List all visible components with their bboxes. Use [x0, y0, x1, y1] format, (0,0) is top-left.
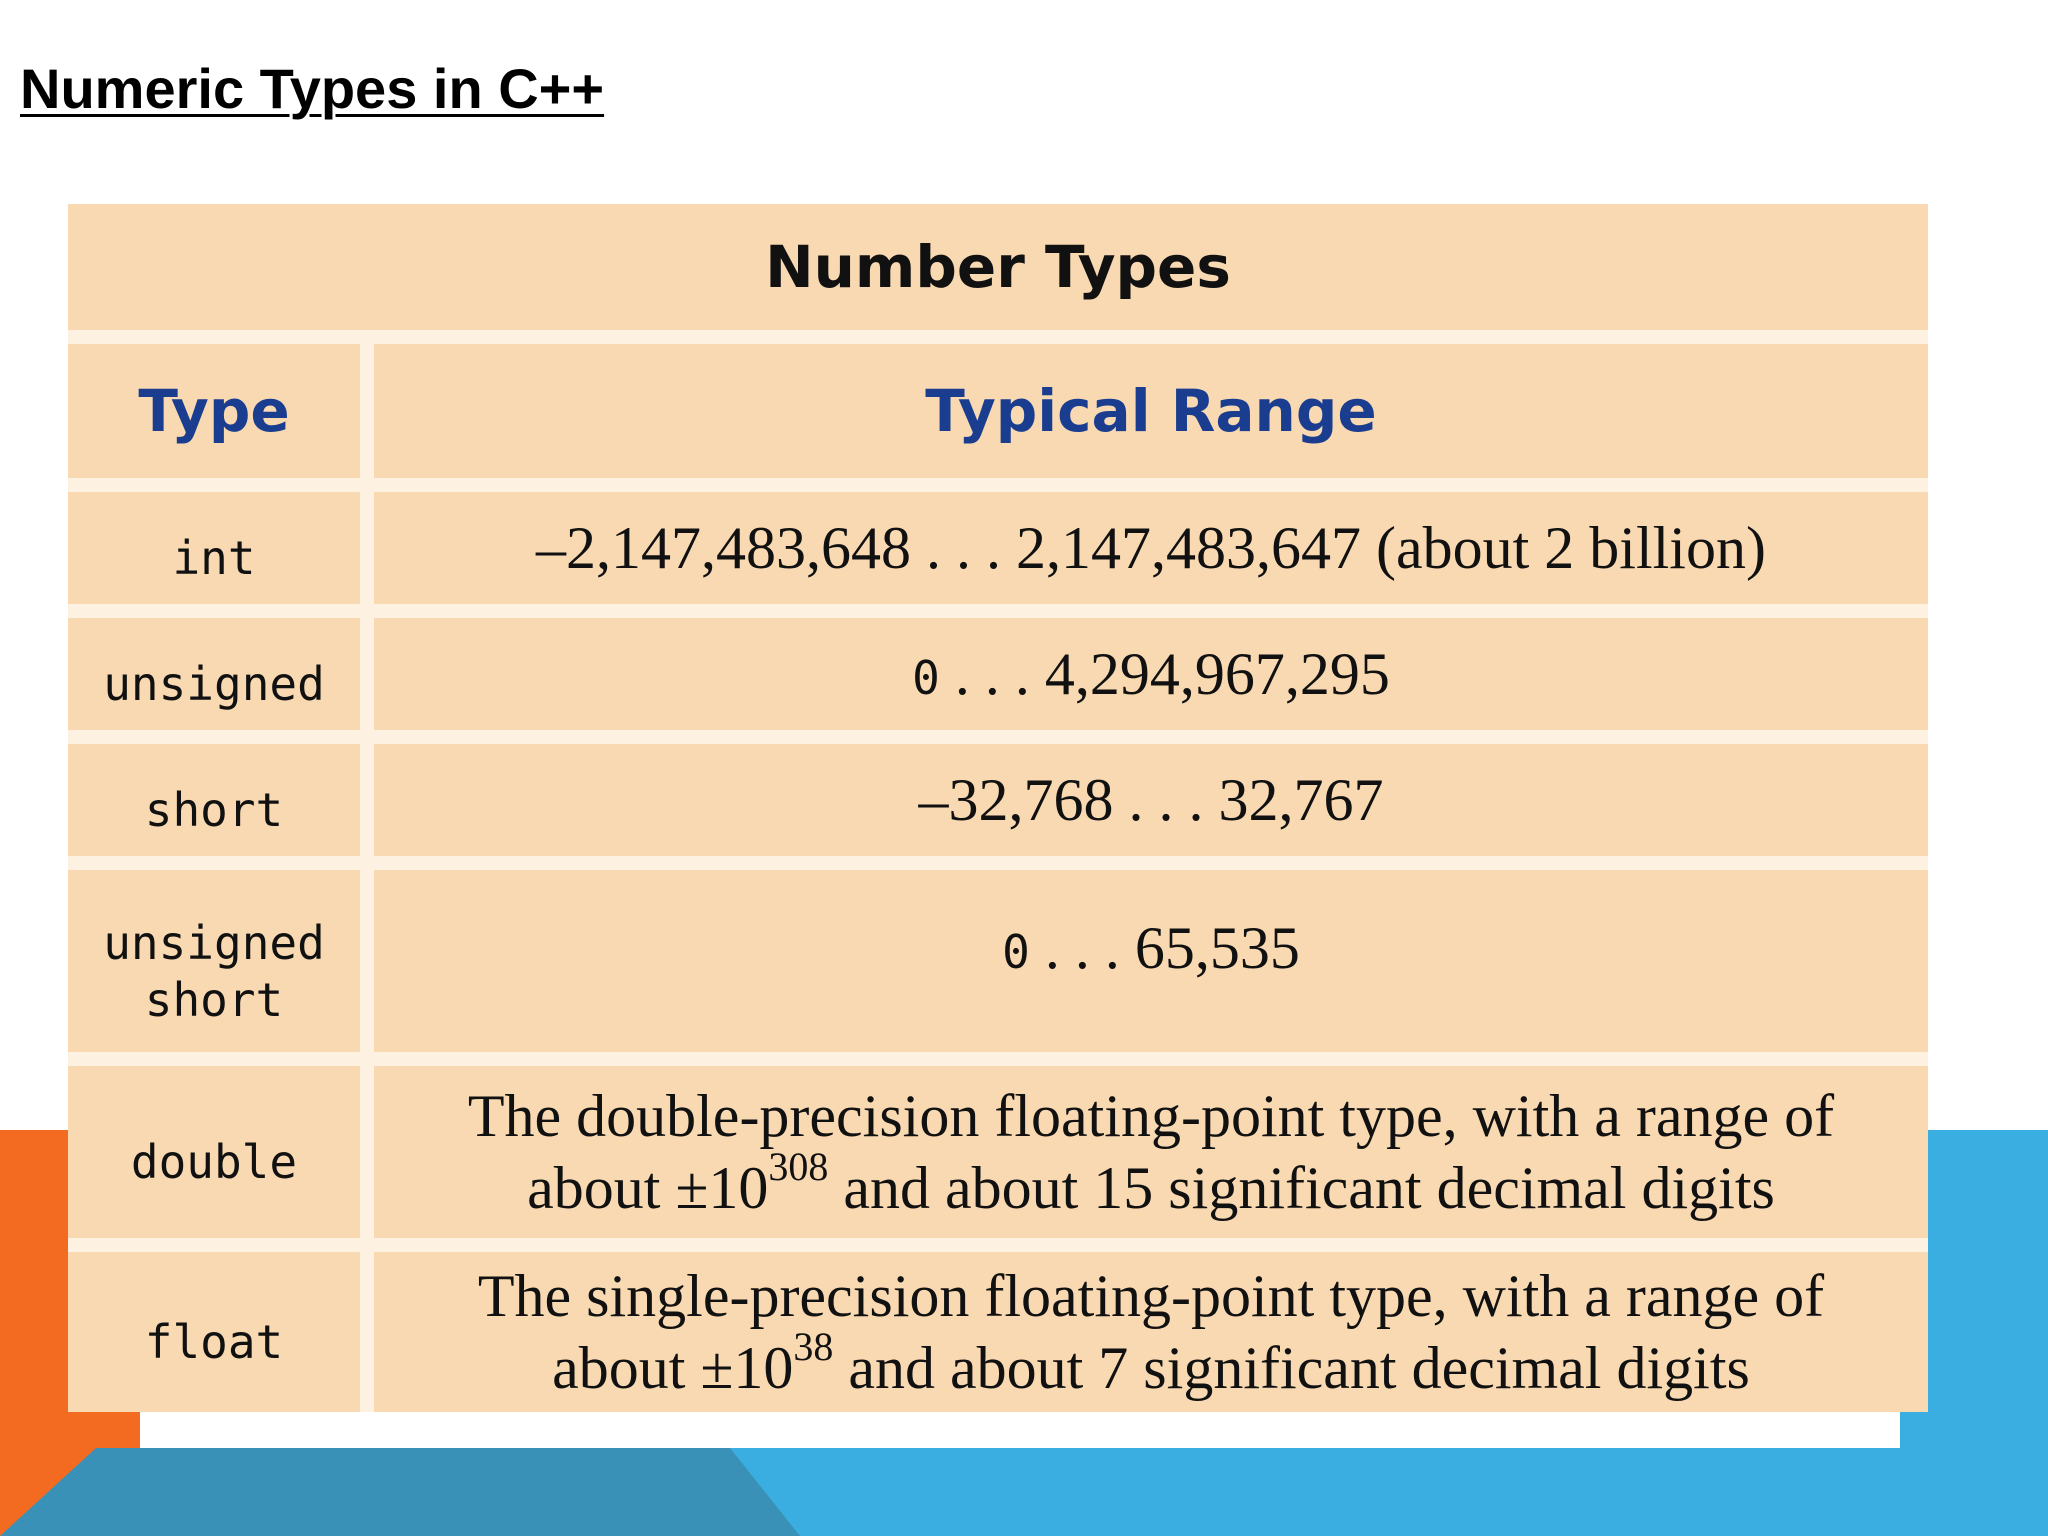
table-header-row	[68, 344, 1928, 478]
range-start: 0	[1002, 924, 1030, 979]
table-caption: Number Types	[68, 204, 1928, 344]
range-cell	[374, 856, 1928, 1052]
range-cell: –2,147,483,648 . . . 2,147,483,647 (about 2 billion)	[374, 478, 1928, 604]
description-line: The single-precision floating-point type, with a range of	[477, 1263, 1825, 1329]
type-line: unsigned	[103, 916, 325, 971]
type-cell	[68, 856, 374, 1052]
exponent: 308	[768, 1144, 829, 1189]
range-rest: . . . 65,535	[1029, 914, 1300, 981]
type-cell: int	[68, 478, 374, 604]
range-start: 0	[912, 651, 940, 705]
description-line: The double-precision floating-point type, with a range of	[467, 1083, 1835, 1149]
description-text: and about 15 significant decimal digits	[828, 1155, 1775, 1221]
table-row	[68, 478, 1928, 604]
type-cell: double	[68, 1052, 374, 1238]
type-cell: short	[68, 730, 374, 856]
range-cell: –32,768 . . . 32,767	[374, 730, 1928, 856]
range-cell	[374, 1052, 1928, 1238]
table-row	[68, 856, 1928, 1052]
slide-title: Numeric Types in C++	[20, 57, 605, 120]
description-text: about ±10	[527, 1155, 769, 1221]
table-caption-row	[68, 204, 1928, 344]
exponent: 38	[793, 1324, 834, 1369]
description-line	[394, 1144, 1908, 1224]
type-line: short	[144, 972, 284, 1027]
table-row	[68, 604, 1928, 730]
bottom-dark-blue-band	[0, 1448, 800, 1536]
range-cell	[374, 1238, 1928, 1412]
description-text: about ±10	[552, 1335, 794, 1401]
header-type: Type	[68, 344, 374, 478]
type-cell: float	[68, 1238, 374, 1412]
type-cell: unsigned	[68, 604, 374, 730]
description-line	[394, 1324, 1908, 1404]
range-cell	[374, 604, 1928, 730]
table-row	[68, 730, 1928, 856]
table-row	[68, 1238, 1928, 1412]
range-rest: . . . 4,294,967,295	[939, 641, 1390, 707]
number-types-table	[68, 204, 1928, 1412]
description-text: and about 7 significant decimal digits	[833, 1335, 1750, 1401]
table-row	[68, 1052, 1928, 1238]
header-typical-range: Typical Range	[374, 344, 1928, 478]
